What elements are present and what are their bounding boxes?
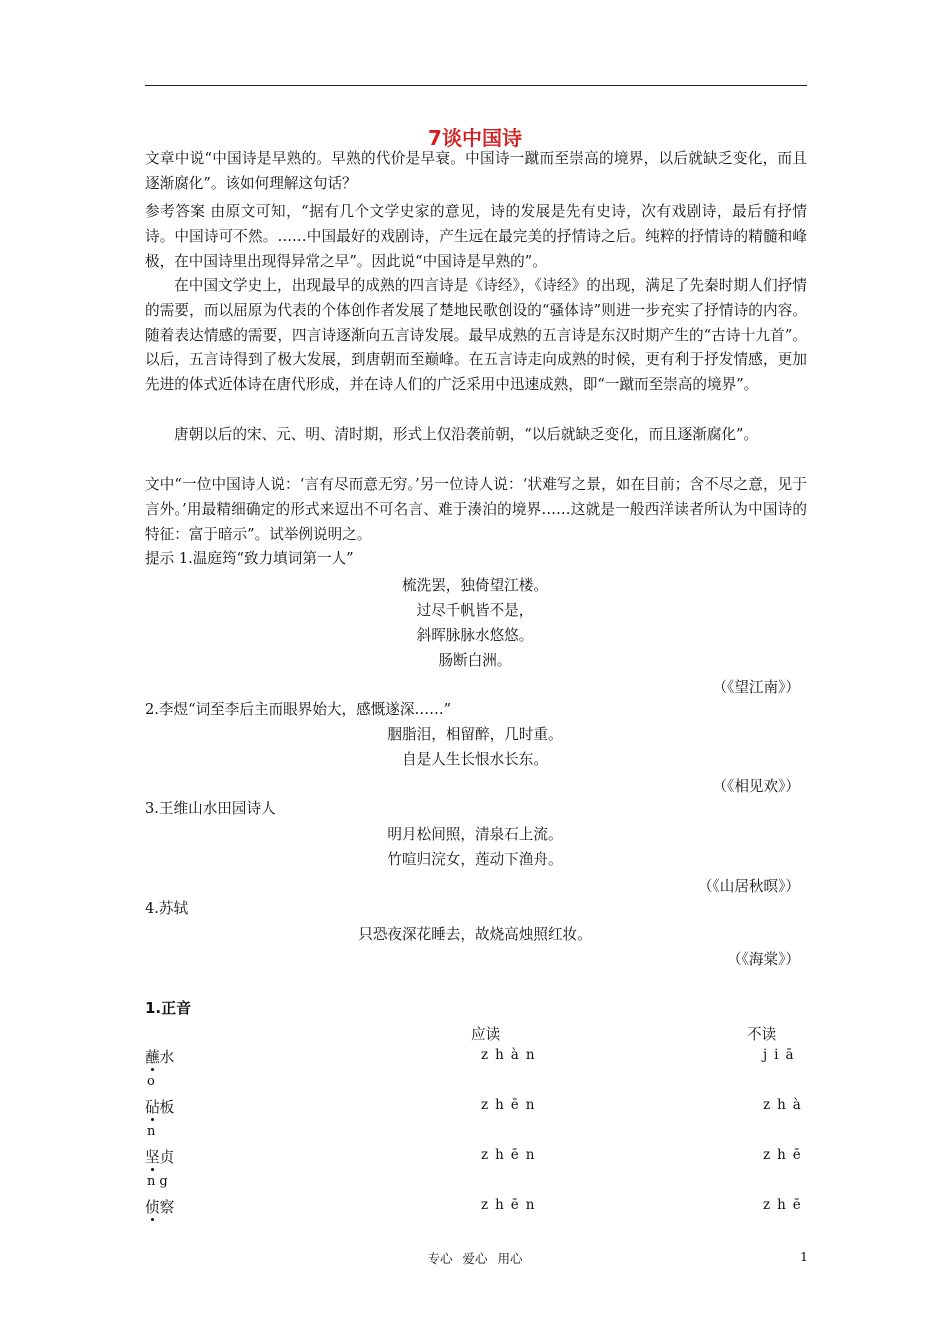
- answer-1-paragraph-3: 唐朝以后的宋、元、明、清时期，形式上仅沿袭前朝，“以后就缺乏变化，而且逐渐腐化”。: [174, 426, 759, 443]
- pinyin-not: zhē: [763, 1147, 808, 1163]
- hint-3: 3.王维山水田园诗人: [145, 800, 276, 817]
- header-rule: [145, 85, 807, 86]
- poem-source: （《相见欢》）: [712, 778, 800, 795]
- pinyin-should: zhàn: [481, 1047, 542, 1063]
- word: 蘸水: [145, 1049, 175, 1066]
- row-note: o: [147, 1074, 159, 1089]
- poem-line: 自是人生长恨水长东。: [402, 751, 548, 768]
- footer-text: 专心: [427, 1251, 453, 1266]
- row-note: n: [147, 1124, 160, 1139]
- poem-line: 肠断白洲。: [438, 652, 512, 669]
- poem-source: （《海棠》）: [727, 951, 800, 968]
- document-title: 7谈中国诗: [428, 126, 522, 150]
- poem-line: 明月松间照，清泉石上流。: [387, 826, 563, 843]
- question-1: 文章中说“中国诗是早熟的。早熟的代价是早衰。中国诗一蹴而至崇高的境界，以后就缺乏变化，而且逐渐腐化”。该如何理解这句话？: [145, 150, 807, 192]
- word: 坚贞: [145, 1149, 175, 1166]
- hint-2: 2.李煜“词至李后主而眼界始大，感慨遂深……”: [145, 701, 452, 718]
- pinyin-not: jiā: [763, 1047, 801, 1063]
- poem-line: 只恐夜深花睡去，故烧高烛照红妆。: [358, 926, 592, 943]
- poem-line: 胭脂泪，相留醉，几时重。: [387, 726, 563, 743]
- pinyin-should: zhēn: [481, 1147, 542, 1163]
- page-number: 1: [800, 1249, 808, 1264]
- poem-line: 梳洗罢，独倚望江楼。: [402, 577, 548, 594]
- footer-text: 爱心: [462, 1251, 488, 1266]
- emphasis-dot: [151, 1168, 154, 1171]
- pinyin-not: zhē: [763, 1197, 808, 1213]
- poem-source: （《山居秋暝》）: [697, 878, 800, 895]
- pinyin-should: zhēn: [481, 1197, 542, 1213]
- word: 砧板: [145, 1099, 175, 1116]
- pinyin-not: zhà: [763, 1097, 808, 1113]
- section-heading: 1.正音: [145, 999, 192, 1017]
- row-note: ng: [147, 1174, 172, 1189]
- footer-text: 用心: [497, 1251, 523, 1266]
- poem-source: （《望江南》）: [712, 679, 800, 696]
- emphasis-dot: [151, 1118, 154, 1121]
- emphasis-dot: [151, 1068, 154, 1071]
- column-header-should-read: 应读: [471, 1026, 501, 1043]
- column-header-not-read: 不读: [747, 1026, 777, 1043]
- poem-line: 斜晖脉脉水悠悠。: [416, 627, 534, 644]
- question-2: 文中“一位中国诗人说：‘言有尽而意无穷。’另一位诗人说：‘状难写之景，如在目前；含不尽之意，见于言外。’用最精细确定的形式来逗出不可名言、难于湊泊的境界……这就是一般西洋读者所认为中国诗的特征：富于暗示”。试举例说明之。: [145, 476, 807, 543]
- poem-line: 竹喧归浣女，莲动下渔舟。: [387, 851, 563, 868]
- answer-1: 参考答案 由原文可知，“据有几个文学史家的意见，诗的发展是先有史诗，次有戏剧诗，最后有抒情诗。中国诗可不然。……中国最好的戏剧诗，产生远在最完美的抒情诗之后。纯粹的抒情诗的精髓和峰极，在中国诗里出现得异常之早”。因此说“中国诗是早熟的”。: [145, 203, 807, 270]
- pinyin-should: zhēn: [481, 1097, 542, 1113]
- hint-4: 4.苏轼: [145, 900, 189, 917]
- hint-1: 提示 1.温庭筠“致力填词第一人”: [145, 550, 354, 567]
- poem-line: 过尽千帆皆不是，: [416, 602, 534, 619]
- emphasis-dot: [151, 1218, 154, 1221]
- answer-1-paragraph-2: 在中国文学史上，出现最早的成熟的四言诗是《诗经》，《诗经》的出现，满足了先秦时期人们抒情的需要，而以屈原为代表的个体创作者发展了楚地民歌创设的“骚体诗”则进一步充实了抒情诗的内容。随着表达情感的需要，四言诗逐渐向五言诗发展。最早成熟的五言诗是东汉时期产生的“古诗十九首”。以后，五言诗得到了极大发展，到唐朝而至巅峰。在五言诗走向成熟的时候，更有利于抒发情感，更加先进的体式近体诗在唐代形成，并在诗人们的广泛采用中迅速成熟，即“一蹴而至崇高的境界”。: [145, 277, 807, 394]
- word: 侦察: [145, 1199, 175, 1216]
